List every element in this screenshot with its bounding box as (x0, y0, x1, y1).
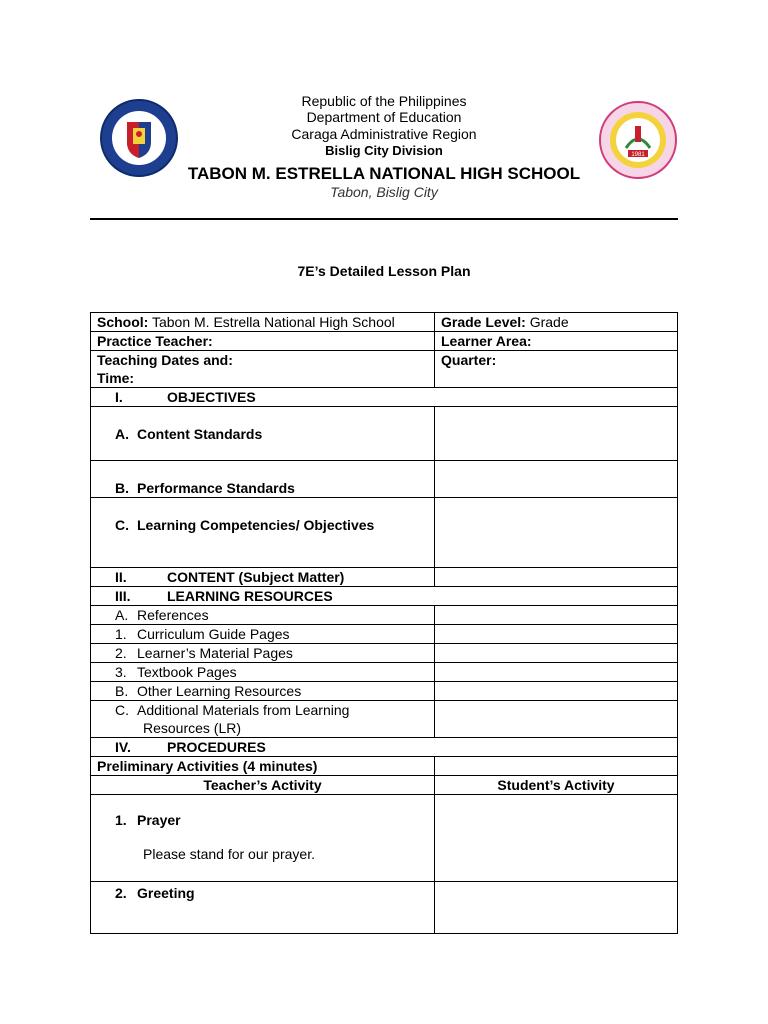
content-standards-value[interactable] (435, 407, 678, 461)
performance-standards-number: B. (115, 480, 129, 496)
greeting-label: Greeting (137, 885, 195, 901)
curriculum-guide-value[interactable] (435, 625, 678, 644)
table-row (91, 388, 678, 407)
learner-area-label: Learner Area: (435, 332, 678, 351)
document-title: 7E’s Detailed Lesson Plan (297, 263, 471, 279)
table-row (91, 882, 678, 934)
header-region: Caraga Administrative Region (291, 126, 477, 142)
prayer-label: Prayer (137, 812, 181, 828)
table-row (91, 568, 678, 587)
other-resources-value[interactable] (435, 682, 678, 701)
additional-materials-number: C. (115, 702, 129, 718)
table-row (91, 738, 678, 757)
grade-value: Grade (529, 314, 569, 330)
textbook-number: 3. (115, 664, 127, 680)
prayer-text: Please stand for our prayer. (143, 846, 315, 862)
performance-standards-value[interactable] (435, 461, 678, 498)
table-row (91, 663, 678, 682)
learner-material-value[interactable] (435, 644, 678, 663)
learner-material-cell (91, 644, 435, 663)
dates-label: Teaching Dates and: (97, 352, 233, 368)
objectives-label: OBJECTIVES (167, 389, 256, 405)
table-row (91, 682, 678, 701)
references-cell (91, 606, 435, 625)
procedures-heading (91, 738, 678, 757)
student-activity-header: Student’s Activity (435, 776, 678, 795)
table-row (91, 498, 678, 568)
table-row (91, 776, 678, 795)
textbook-value[interactable] (435, 663, 678, 682)
table-row (91, 795, 678, 882)
other-resources-label: Other Learning Resources (137, 683, 302, 699)
content-value[interactable] (435, 568, 678, 587)
references-number: A. (115, 607, 129, 623)
table-row (91, 757, 678, 776)
header-divider (90, 218, 678, 220)
additional-materials-cell (91, 701, 435, 738)
school-label: School: (97, 314, 149, 330)
table-row (91, 351, 678, 388)
curriculum-guide-cell (91, 625, 435, 644)
content-label: CONTENT (Subject Matter) (167, 569, 345, 585)
objectives-heading (91, 388, 678, 407)
table-row (91, 332, 678, 351)
resources-label: LEARNING RESOURCES (167, 588, 333, 604)
dates-cell (91, 351, 435, 388)
content-heading (91, 568, 435, 587)
procedures-number: IV. (115, 739, 131, 755)
header-division: Bislig City Division (325, 143, 443, 158)
other-resources-number: B. (115, 683, 129, 699)
preliminary-label: Preliminary Activities (4 minutes) (91, 757, 435, 776)
school-name: TABON M. ESTRELLA NATIONAL HIGH SCHOOL (187, 164, 581, 183)
curriculum-guide-label: Curriculum Guide Pages (137, 626, 290, 642)
additional-materials-label-cont: Resources (LR) (143, 720, 242, 736)
table-row (91, 701, 678, 738)
content-standards-number: A. (115, 425, 129, 442)
performance-standards-cell (91, 461, 435, 498)
header-department: Department of Education (306, 109, 462, 125)
school-cell (91, 313, 435, 332)
resources-number: III. (115, 588, 131, 604)
textbook-label: Textbook Pages (137, 664, 237, 680)
additional-materials-label: Additional Materials from Learning (137, 702, 350, 718)
additional-materials-value[interactable] (435, 701, 678, 738)
table-row (91, 625, 678, 644)
competencies-value[interactable] (435, 498, 678, 568)
lesson-plan-table (90, 312, 678, 934)
references-label: References (137, 607, 209, 623)
grade-label: Grade Level: (441, 314, 526, 330)
prayer-number: 1. (115, 812, 127, 828)
table-row (91, 587, 678, 606)
resources-heading (91, 587, 678, 606)
objectives-number: I. (115, 389, 123, 405)
procedures-label: PROCEDURES (167, 739, 266, 755)
greeting-student-value[interactable] (435, 882, 678, 934)
prayer-student-value[interactable] (435, 795, 678, 882)
textbook-cell (91, 663, 435, 682)
other-resources-cell (91, 682, 435, 701)
teacher-activity-header: Teacher’s Activity (91, 776, 435, 795)
preliminary-value[interactable] (435, 757, 678, 776)
performance-standards-label: Performance Standards (137, 480, 295, 496)
school-value: Tabon M. Estrella National High School (151, 314, 395, 330)
quarter-label: Quarter: (435, 351, 678, 388)
references-value[interactable] (435, 606, 678, 625)
greeting-number: 2. (115, 885, 127, 901)
content-number: II. (115, 569, 127, 585)
prayer-cell (91, 795, 435, 882)
school-location: Tabon, Bislig City (330, 184, 438, 200)
grade-cell (435, 313, 678, 332)
table-row (91, 606, 678, 625)
content-standards-cell (91, 407, 435, 461)
curriculum-guide-number: 1. (115, 626, 127, 642)
teacher-label: Practice Teacher: (91, 332, 435, 351)
greeting-cell (91, 882, 435, 934)
school-seal-year: 1981 (631, 152, 645, 158)
content-standards-label: Content Standards (137, 425, 263, 442)
competencies-label: Learning Competencies/ Objectives (137, 517, 375, 533)
table-row (91, 313, 678, 332)
time-label: Time: (97, 370, 135, 386)
table-row (91, 461, 678, 498)
learner-material-label: Learner’s Material Pages (137, 645, 293, 661)
competencies-number: C. (115, 517, 129, 533)
table-row (91, 644, 678, 663)
header-republic: Republic of the Philippines (301, 93, 467, 109)
table-row (91, 407, 678, 461)
learner-material-number: 2. (115, 645, 127, 661)
competencies-cell (91, 498, 435, 568)
